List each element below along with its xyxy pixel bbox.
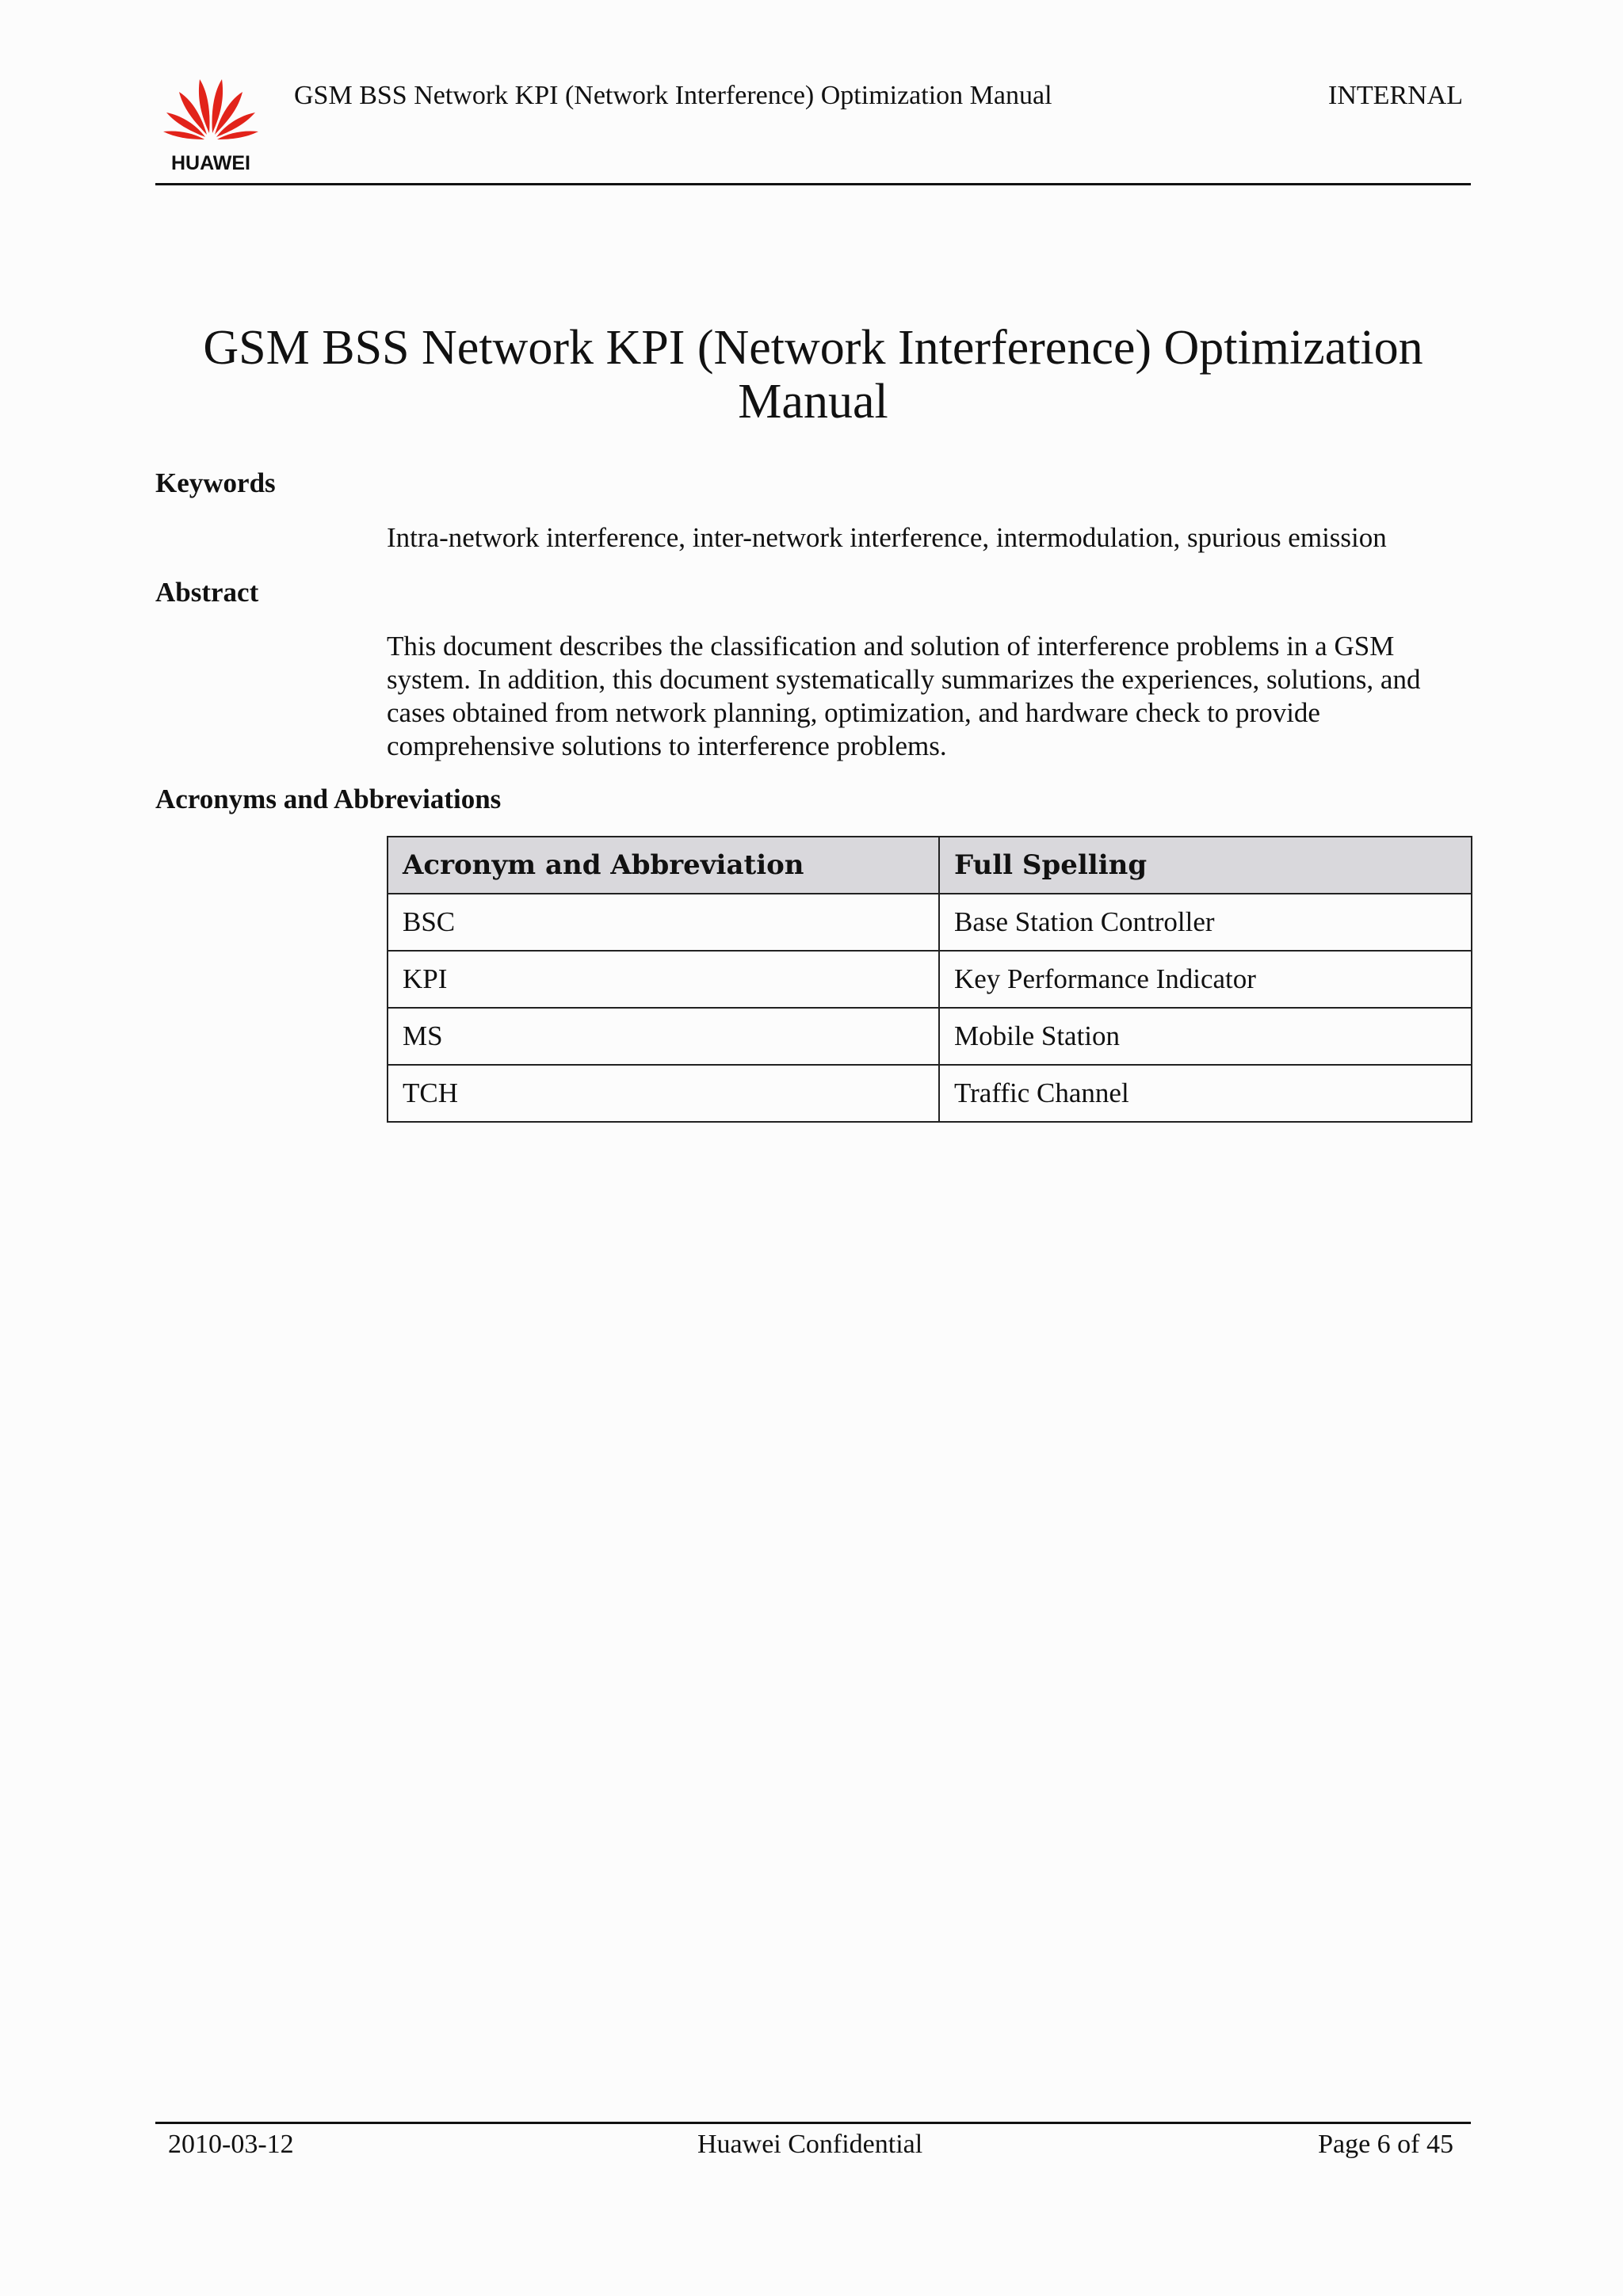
acronym-table [387, 836, 1472, 1123]
keywords-text: Intra-network interference, inter-network interference, intermodulation, spurious emission [387, 522, 1387, 553]
footer-page-number: Page 6 of 45 [1318, 2130, 1453, 2159]
abstract-line: comprehensive solutions to interference problems. [387, 730, 947, 761]
logo-petals-icon [163, 79, 258, 139]
table-cell-full-spelling: Mobile Station [939, 1008, 1472, 1065]
table-header-row [388, 837, 1472, 894]
acronyms-heading: Acronyms and Abbreviations [155, 784, 502, 814]
table-row [388, 1065, 1472, 1122]
abstract-line: system. In addition, this document systematically summarizes the experiences, solutions, and [387, 664, 1421, 695]
logo-wordmark: HUAWEI [171, 152, 250, 174]
document-title-line-2: Manual [738, 375, 888, 429]
abstract-heading: Abstract [155, 577, 259, 608]
page-header [155, 71, 1471, 190]
footer-date: 2010-03-12 [168, 2130, 294, 2159]
table-cell-acronym: BSC [388, 894, 939, 951]
table-row [388, 1008, 1472, 1065]
abstract-text [387, 630, 1465, 763]
header-classification: INTERNAL [1328, 81, 1463, 110]
abstract-line: This document describes the classification and solution of interference problems in a GSM [387, 631, 1395, 662]
document-title [155, 321, 1471, 429]
table-row [388, 951, 1472, 1008]
table-cell-acronym: MS [388, 1008, 939, 1065]
document-title-line-1: GSM BSS Network KPI (Network Interference) Optimization [203, 321, 1423, 375]
table-header-acronym: Acronym and Abbreviation [388, 837, 939, 894]
header-divider [155, 183, 1471, 185]
keywords-heading: Keywords [155, 467, 276, 498]
table-cell-acronym: TCH [388, 1065, 939, 1122]
table-row [388, 894, 1472, 951]
table-header-full-spelling: Full Spelling [939, 837, 1472, 894]
footer-confidentiality: Huawei Confidential [697, 2130, 923, 2159]
table-cell-acronym: KPI [388, 951, 939, 1008]
huawei-logo [155, 71, 266, 174]
abstract-line: cases obtained from network planning, optimization, and hardware check to provide [387, 697, 1320, 728]
footer-divider [155, 2122, 1471, 2124]
table-cell-full-spelling: Key Performance Indicator [939, 951, 1472, 1008]
table-cell-full-spelling: Base Station Controller [939, 894, 1472, 951]
header-title: GSM BSS Network KPI (Network Interference) Optimization Manual [294, 81, 1052, 110]
table-cell-full-spelling: Traffic Channel [939, 1065, 1472, 1122]
